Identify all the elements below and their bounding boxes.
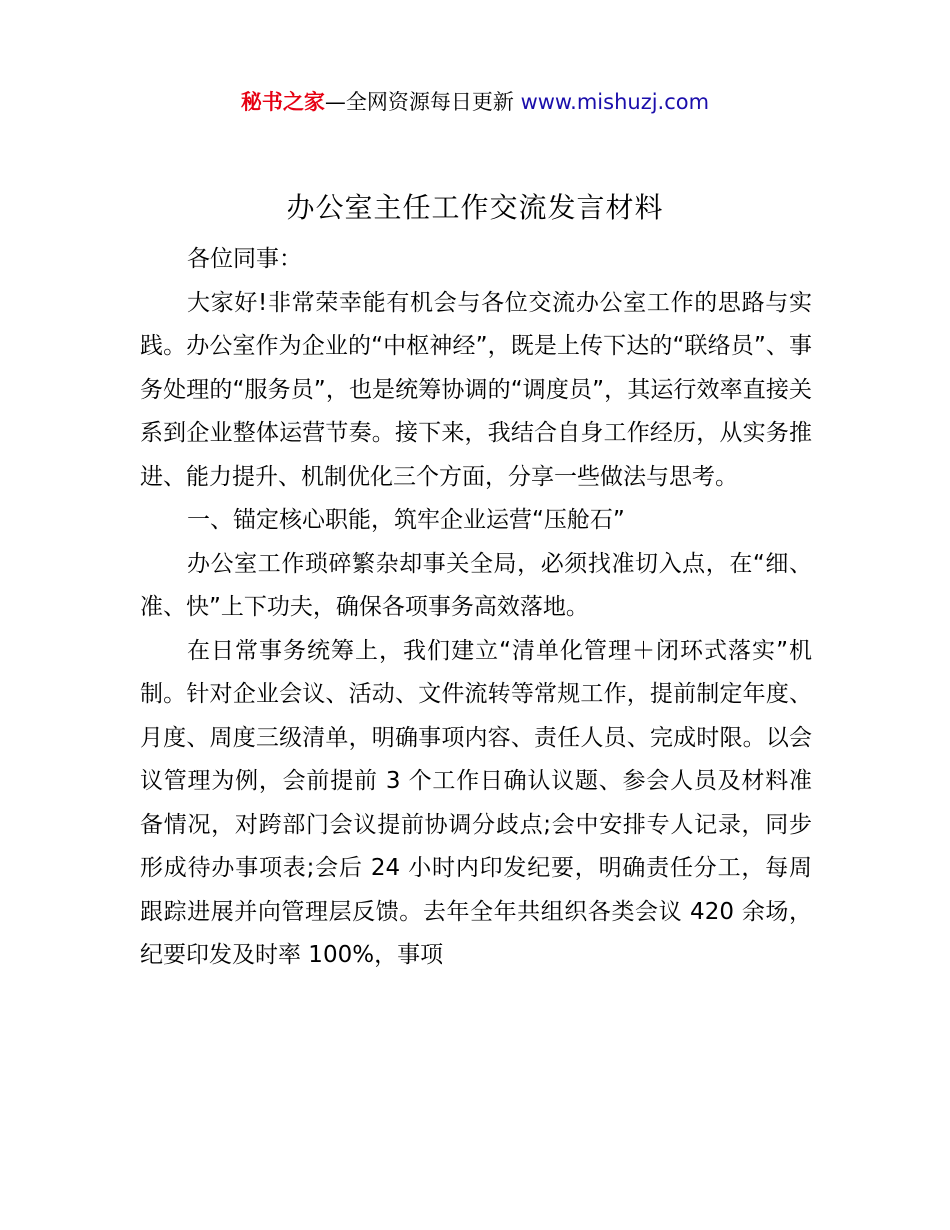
document-body [140, 238, 812, 978]
document-title: 办公室主任工作交流发言材料 [286, 191, 664, 224]
paragraph-intro: 大家好!非常荣幸能有机会与各位交流办公室工作的思路与实践。办公室作为企业的“中枢神经”，既是上传下达的“联络员”、事务处理的“服务员”，也是统筹协调的“调度员”，其运行效率直接关系到企业整体运营节奏。接下来，我结合自身工作经历，从实务推进、能力提升、机制优化三个方面，分享一些做法与思考。 [140, 289, 812, 490]
salutation: 各位同事： [187, 246, 302, 272]
site-header [0, 86, 950, 118]
header-tagline: —全网资源每日更新 [324, 90, 514, 114]
brand-name: 秘书之家 [240, 90, 325, 114]
site-url-link[interactable]: www.mishuzj.com [520, 90, 710, 114]
paragraph-section-1-lead: 办公室工作琐碎繁杂却事关全局，必须找准切入点，在“细、准、快”上下功夫，确保各项事务高效落地。 [140, 550, 812, 620]
section-heading-1: 一、锚定核心职能，筑牢企业运营“压舱石” [187, 507, 625, 533]
paragraph-daily-affairs: 在日常事务统筹上，我们建立“清单化管理＋闭环式落实”机制。针对企业会议、活动、文件流转等常规工作，提前制定年度、月度、周度三级清单，明确事项内容、责任人员、完成时限。以会议管理为例，会前提前 3 个工作日确认议题、参会人员及材料准备情况，对跨部门会议提前协调分歧点;会中安排专人记录，同步形成待办事项表;会后 24 小时内印发纪要，明确责任分工，每周跟踪进展并向管理层反馈。去年全年共组织各类会议 420 余场，纪要印发及时率 100%，事项 [140, 637, 812, 968]
